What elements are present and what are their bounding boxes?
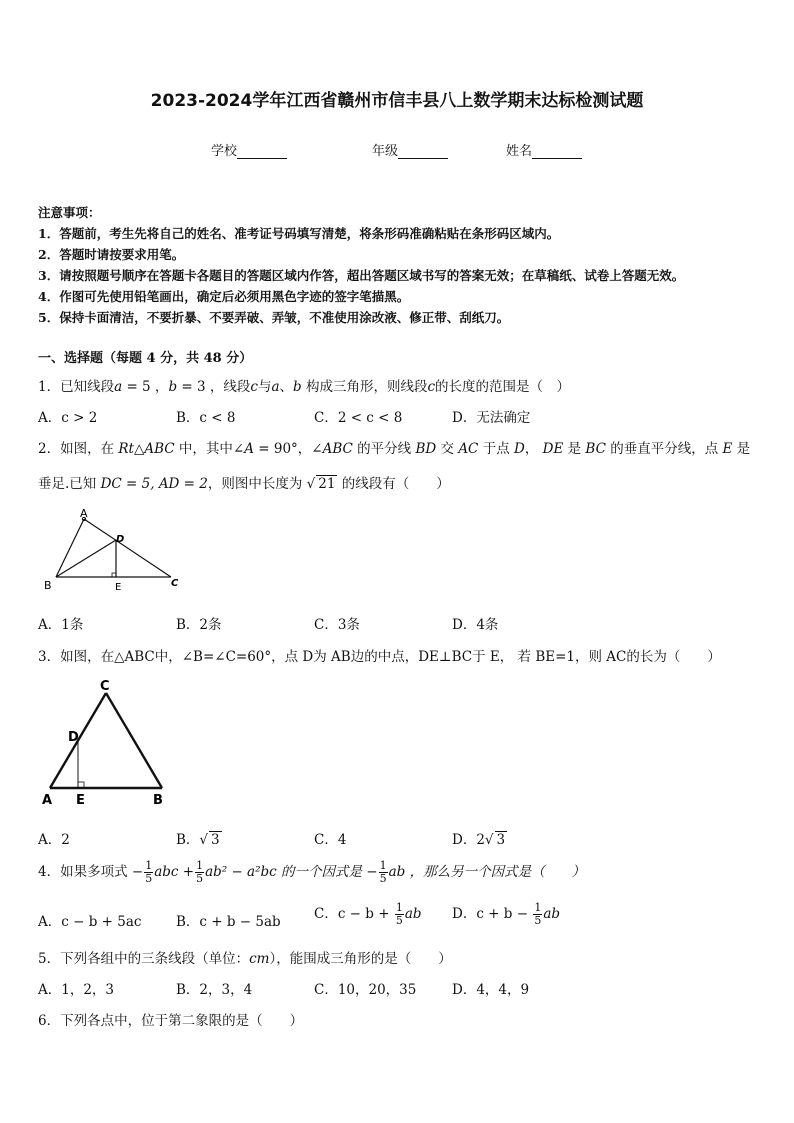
label-e: E xyxy=(76,793,85,808)
note-item: 4．作图可先使用铅笔画出，确定后必须用黑色字迹的签字笔描黑。 xyxy=(38,289,410,304)
option-c[interactable]: C．3条 xyxy=(314,617,360,633)
name-field: 姓名 xyxy=(506,140,582,159)
segment-ac xyxy=(84,519,171,577)
option-d[interactable]: D．2√ 3 xyxy=(452,832,506,848)
option-a[interactable]: A．c > 2 xyxy=(38,410,98,426)
note-item: 2．答题时请按要求用笔。 xyxy=(38,247,185,262)
section-heading: 一、选择题（每题 4 分，共 48 分） xyxy=(38,351,253,366)
option-b[interactable]: B．c < 8 xyxy=(176,410,236,426)
label-c: C xyxy=(171,578,179,589)
option-c[interactable]: C．2 < c < 8 xyxy=(314,410,403,426)
option-b[interactable]: B．√ 3 xyxy=(176,832,220,848)
option-c[interactable]: C．4 xyxy=(314,832,347,848)
question-2-line1: 2．如图，在 Rt△ABC 中，其中∠A = 90°，∠ABC 的平分线 BD 交 AC 于点 D， DE 是 BC 的垂直平分线，点 E 是 xyxy=(38,441,751,457)
option-d[interactable]: D．c + b − $\frac{1}{5}$ ab xyxy=(452,901,561,927)
question-1: 1．已知线段a = 5 ，b = 3 ，线段c与a、b 构成三角形，则线段c的长度的范围是（ ） xyxy=(38,379,571,395)
option-c[interactable]: C．10，20，35 xyxy=(314,982,417,998)
label-c: C xyxy=(100,679,110,694)
option-b[interactable]: B．2条 xyxy=(176,617,222,633)
label-b: B xyxy=(44,579,52,592)
option-a[interactable]: A．2 xyxy=(38,832,70,848)
question-6: 6．下列各点中，位于第二象限的是（ ） xyxy=(38,1013,304,1029)
option-d[interactable]: D．4条 xyxy=(452,617,499,633)
option-a[interactable]: A．1条 xyxy=(38,617,84,633)
grade-field: 年级 xyxy=(372,140,448,159)
school-blank[interactable] xyxy=(237,145,287,159)
label-a: A xyxy=(42,793,53,808)
segment-cb xyxy=(106,693,162,788)
question-3-figure xyxy=(38,673,173,813)
label-b: B xyxy=(153,793,163,808)
question-2-line2: 垂足.已知 DC = 5, AD = 2，则图中长度为 √ 21 的线段有（ ） xyxy=(38,476,450,492)
name-blank[interactable] xyxy=(532,145,582,159)
option-d[interactable]: D．无法确定 xyxy=(452,410,531,426)
question-5: 5．下列各组中的三条线段（单位：cm），能围成三角形的是（ ） xyxy=(38,951,452,967)
label-a: A xyxy=(80,507,88,520)
label-e: E xyxy=(115,582,122,593)
grade-blank[interactable] xyxy=(398,145,448,159)
option-a[interactable]: A．c − b + 5ac xyxy=(38,914,142,930)
label-d: D xyxy=(116,534,125,545)
option-b[interactable]: B．2，3，4 xyxy=(176,982,253,998)
notes-heading: 注意事项： xyxy=(38,205,101,220)
label-d: D xyxy=(68,730,79,745)
exam-title: 2023-2024学年江西省赣州市信丰县八上数学期末达标检测试题 xyxy=(150,91,644,111)
note-item: 1．答题前，考生先将自己的姓名、准考证号码填写清楚，将条形码准确粘贴在条形码区域内。 xyxy=(38,226,560,241)
option-a[interactable]: A．1，2，3 xyxy=(38,982,115,998)
school-field: 学校 xyxy=(211,140,287,159)
option-b[interactable]: B．c + b − 5ab xyxy=(176,914,281,930)
question-3: 3．如图，在△ABC中，∠B=∠C=60°，点 D为 AB边的中点，DE⊥BC于 E， 若 BE=1，则 AC的长为（ ） xyxy=(38,649,721,665)
option-c[interactable]: C．c − b + $\frac{1}{5}$ ab xyxy=(314,901,422,927)
option-d[interactable]: D．4，4，9 xyxy=(452,982,530,998)
question-4: 4．如果多项式 − $\frac{1}{5}$ abc + $\frac{1}{5}$ ab² − a²bc 的一个因式是 − $\frac{1}{5}$ ab ，那么另一个因式是（ ） xyxy=(38,859,586,885)
question-2-figure xyxy=(40,506,185,596)
note-item: 5．保持卡面清洁，不要折暴、不要弄破、弄皱，不准使用涂改液、修正带、刮纸刀。 xyxy=(38,310,510,325)
note-item: 3．请按照题号顺序在答题卡各题目的答题区域内作答，超出答题区域书写的答案无效；在草稿纸、试卷上答题无效。 xyxy=(38,268,685,283)
